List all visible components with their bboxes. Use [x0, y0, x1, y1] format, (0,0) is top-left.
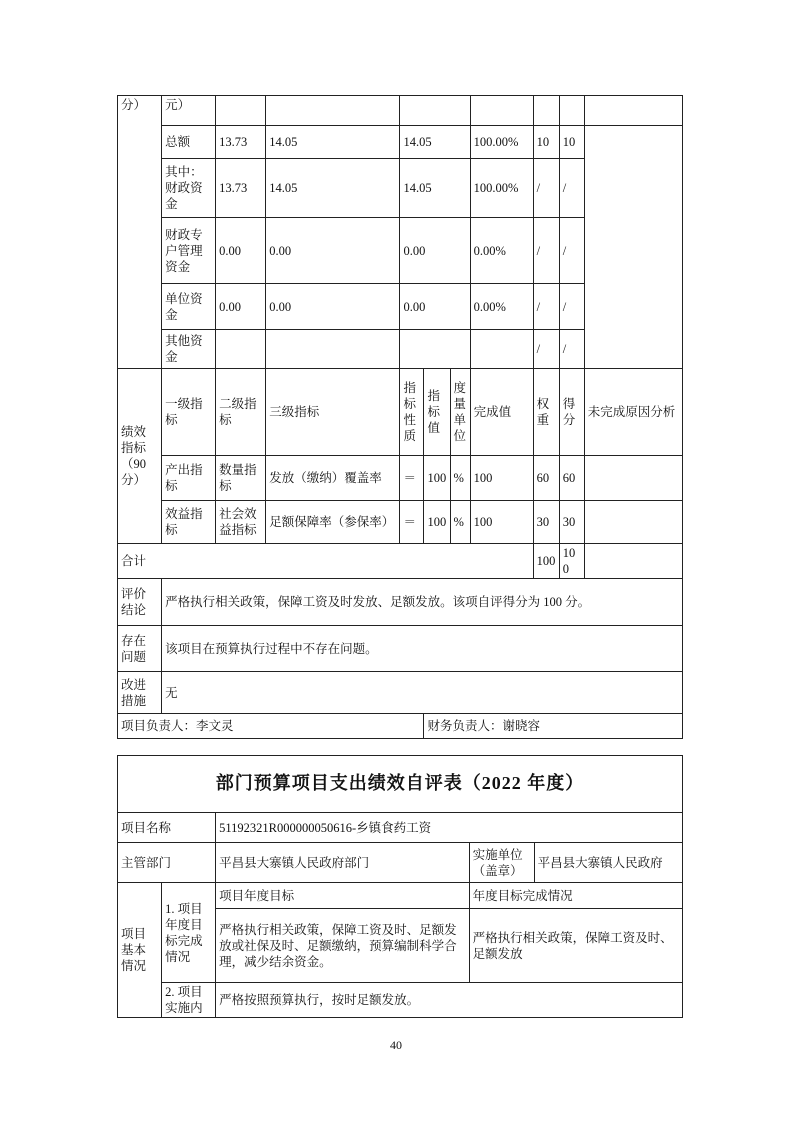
self-evaluation-table-2022 [117, 755, 683, 1018]
indicator-unit: % [450, 456, 470, 501]
dept-value: 平昌县大寨镇人民政府部门 [216, 843, 469, 883]
indicator-header-value: 指标值 [424, 369, 450, 456]
funding-value [266, 330, 400, 369]
indicator-score: 60 [559, 456, 584, 501]
table-row [118, 813, 683, 843]
funding-value: 13.73 [216, 126, 266, 159]
carryover-left-cell: 分） [118, 96, 162, 369]
empty-cell [584, 126, 682, 369]
funding-rate [470, 330, 533, 369]
funding-label: 单位资金 [162, 284, 216, 330]
funding-score: / [559, 159, 584, 218]
funding-weight: / [533, 159, 559, 218]
table-row [118, 626, 683, 672]
goal-header: 项目年度目标 [216, 883, 469, 909]
funding-value: 0.00 [216, 284, 266, 330]
funding-score: / [559, 330, 584, 369]
indicator-header-score: 得分 [559, 369, 584, 456]
table-row [118, 579, 683, 626]
funding-label: 财政专户管理资金 [162, 218, 216, 284]
funding-score: / [559, 218, 584, 284]
goal-section-label: 1. 项目年度目标完成情况 [162, 883, 216, 983]
carryover-label-cell: 元） [162, 96, 216, 126]
table-row [118, 756, 683, 813]
dept-label: 主管部门 [118, 843, 216, 883]
empty-cell [470, 96, 533, 126]
indicator-header-nature: 指标性质 [400, 369, 424, 456]
funding-value: 0.00 [400, 284, 470, 330]
table-row [118, 843, 683, 883]
indicator-header-l2: 二级指标 [216, 369, 266, 456]
funding-rate: 100.00% [470, 126, 533, 159]
funding-rate: 0.00% [470, 284, 533, 330]
funding-weight: 10 [533, 126, 559, 159]
empty-cell [400, 96, 470, 126]
self-evaluation-table-continued [117, 95, 683, 739]
funding-value: 14.05 [400, 159, 470, 218]
indicator-value: 100 [424, 456, 450, 501]
funding-label: 总额 [162, 126, 216, 159]
indicator-group-label: 绩效指标（90分） [118, 369, 162, 544]
impl-text: 严格按照预算执行，按时足额发放。 [216, 983, 683, 1018]
funding-value: 14.05 [266, 126, 400, 159]
funding-value: 13.73 [216, 159, 266, 218]
funding-value: 0.00 [216, 218, 266, 284]
indicator-done: 100 [470, 456, 533, 501]
total-label: 合计 [118, 544, 534, 579]
project-manager-signature: 项目负责人：李文灵 [118, 714, 424, 739]
table-title: 部门预算项目支出绩效自评表（2022 年度） [118, 756, 683, 813]
total-reason [584, 544, 682, 579]
problems-text: 该项目在预算执行过程中不存在问题。 [162, 626, 683, 672]
table-row [118, 96, 683, 126]
funding-weight: / [533, 218, 559, 284]
table-row [118, 456, 683, 501]
impl-unit-value: 平昌县大寨镇人民政府 [534, 843, 682, 883]
goal-text: 严格执行相关政策，保障工资及时、足额发放或社保及时、足额缴纳，预算编制科学合理，减少结余资金。 [216, 909, 469, 983]
empty-cell [559, 96, 584, 126]
completion-text: 严格执行相关政策，保障工资及时、足额发放 [469, 909, 682, 983]
indicator-header-l1: 一级指标 [162, 369, 216, 456]
funding-label: 其他资金 [162, 330, 216, 369]
completion-header: 年度目标完成情况 [469, 883, 682, 909]
indicator-header-l3: 三级指标 [266, 369, 400, 456]
indicator-header-weight: 权重 [533, 369, 559, 456]
total-weight: 100 [533, 544, 559, 579]
table-row [118, 983, 683, 1018]
funding-rate: 0.00% [470, 218, 533, 284]
impl-section-label: 2. 项目实施内 [162, 983, 216, 1018]
funding-value: 14.05 [266, 159, 400, 218]
funding-value: 0.00 [266, 218, 400, 284]
indicator-l1: 效益指标 [162, 501, 216, 544]
indicator-nature: ＝ [400, 456, 424, 501]
impl-unit-label: 实施单位（盖章） [469, 843, 534, 883]
table-row [118, 672, 683, 714]
indicator-reason [584, 456, 682, 501]
empty-cell [533, 96, 559, 126]
funding-rate: 100.00% [470, 159, 533, 218]
indicator-nature: ＝ [400, 501, 424, 544]
improvement-text: 无 [162, 672, 683, 714]
funding-value: 0.00 [400, 218, 470, 284]
page-number: 40 [390, 1038, 402, 1052]
indicator-weight: 30 [533, 501, 559, 544]
indicator-header-done: 完成值 [470, 369, 533, 456]
empty-cell [266, 96, 400, 126]
indicator-value: 100 [424, 501, 450, 544]
funding-weight: / [533, 284, 559, 330]
indicator-done: 100 [470, 501, 533, 544]
table-row [118, 544, 683, 579]
indicator-l2: 数量指标 [216, 456, 266, 501]
funding-score: 10 [559, 126, 584, 159]
funding-weight: / [533, 330, 559, 369]
indicator-score: 30 [559, 501, 584, 544]
indicator-header-reason: 未完成原因分析 [584, 369, 682, 456]
basic-info-group-label: 项目基本情况 [118, 883, 162, 1018]
funding-value: 0.00 [266, 284, 400, 330]
funding-score: / [559, 284, 584, 330]
funding-value [400, 330, 470, 369]
total-score: 100 [559, 544, 584, 579]
indicator-weight: 60 [533, 456, 559, 501]
funding-value: 14.05 [400, 126, 470, 159]
table-row [118, 369, 683, 456]
funding-label: 其中：财政资金 [162, 159, 216, 218]
table-row [118, 714, 683, 739]
funding-value [216, 330, 266, 369]
table-row [118, 126, 683, 159]
conclusion-label: 评价结论 [118, 579, 162, 626]
improvement-label: 改进措施 [118, 672, 162, 714]
indicator-l2: 社会效益指标 [216, 501, 266, 544]
conclusion-text: 严格执行相关政策，保障工资及时发放、足额发放。该项自评得分为 100 分。 [162, 579, 683, 626]
finance-manager-signature: 财务负责人：谢晓容 [424, 714, 683, 739]
table-row [118, 501, 683, 544]
indicator-header-unit: 度量单位 [450, 369, 470, 456]
project-name-value: 51192321R000000050616-乡镇食药工资 [216, 813, 683, 843]
empty-cell [584, 96, 682, 126]
indicator-reason [584, 501, 682, 544]
indicator-l3: 发放（缴纳）覆盖率 [266, 456, 400, 501]
project-name-label: 项目名称 [118, 813, 216, 843]
problems-label: 存在问题 [118, 626, 162, 672]
table-row [118, 883, 683, 909]
indicator-l3: 足额保障率（参保率） [266, 501, 400, 544]
indicator-l1: 产出指标 [162, 456, 216, 501]
empty-cell [216, 96, 266, 126]
indicator-unit: % [450, 501, 470, 544]
